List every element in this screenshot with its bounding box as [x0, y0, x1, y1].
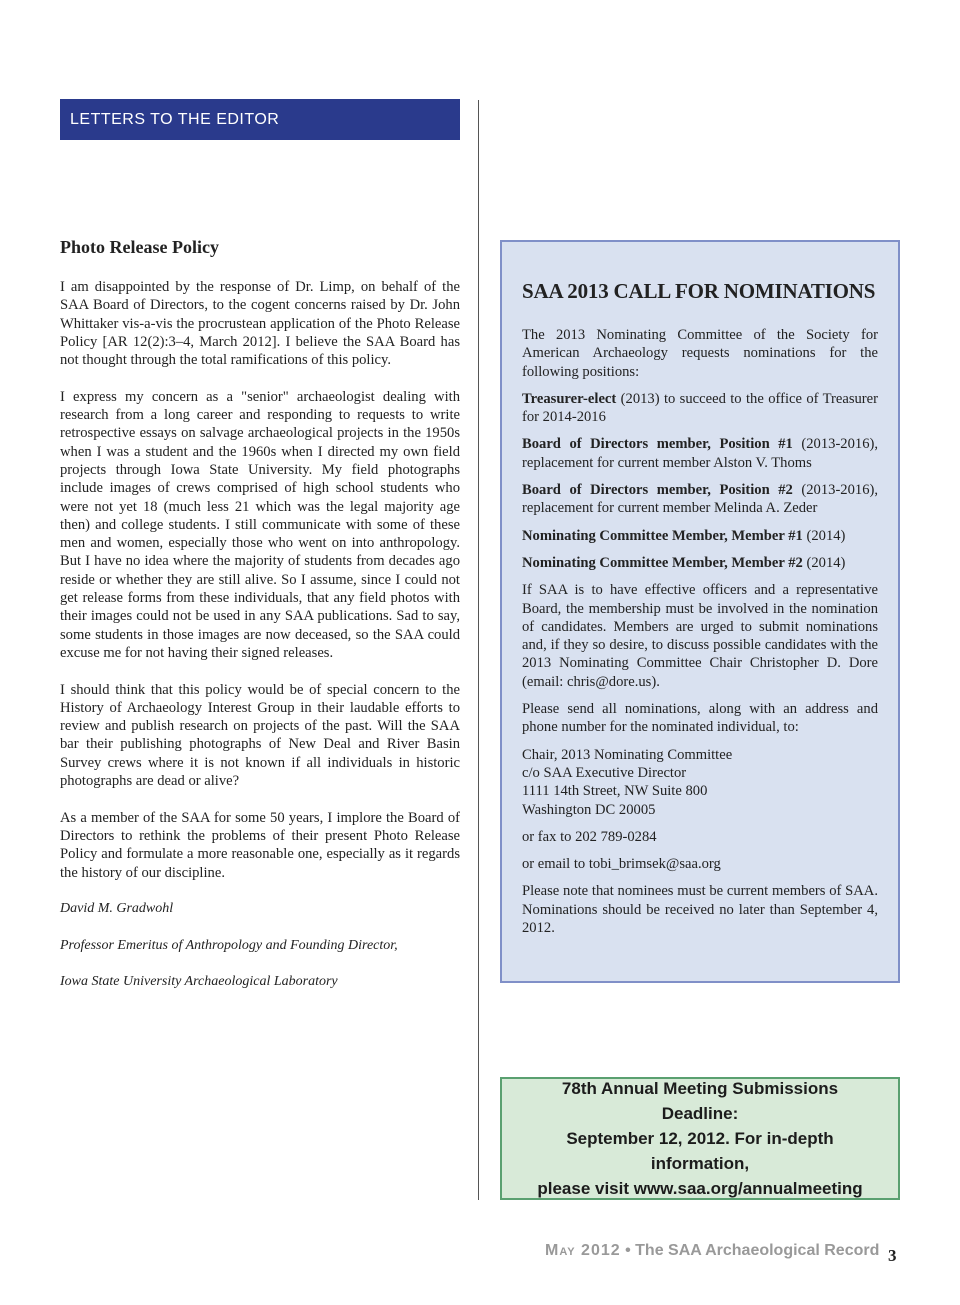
letter-paragraph: I express my concern as a "senior" archaeologist dealing with research from a long career and responding to requests to write retrospective essays on salvage archaeological projects in the 1950s when I was a student and the 1960s when I directed my own field projects through Iowa State University. My field photographs include images of crews comprised of high school students who were not yet 18 (much less 21 which was the legal majority age then) and college students. I still communicate with some of these men and women, especially those who went on into anthropology. But I have no idea where the majority of students from decades ago reside or whether they are still alive. So I assume, since I could not get release forms from these individuals, that any field photos with their images could not be used in any SAA publications. Sad to say, some students in those images are now deceased, so the SAA could excuse me for not having their signed releases. — [60, 388, 460, 661]
address-line: c/o SAA Executive Director — [522, 764, 687, 781]
position-name: Nominating Committee Member, Member #1 — [522, 527, 803, 544]
letter-title: Photo Release Policy — [60, 237, 219, 257]
position-item — [522, 527, 878, 545]
notice-line: please visit www.saa.org/annualmeeting — [537, 1179, 863, 1198]
mailing-address — [522, 746, 878, 819]
letter-paragraph: As a member of the SAA for some 50 years, I implore the Board of Directors to rethink the problems of their present Photo Release Policy and formulate a more reasonable one, especially as it regards the history of our discipline. — [60, 809, 460, 881]
position-detail: (2014) — [802, 554, 846, 571]
letter-column — [60, 235, 460, 1010]
position-name: Board of Directors member, Position #1 — [522, 436, 793, 453]
section-banner: LETTERS TO THE EDITOR — [60, 99, 460, 140]
address-line: 1111 14th Street, NW Suite 800 — [522, 783, 708, 800]
signature-affiliation: Iowa State University Archaeological Laboratory — [60, 974, 338, 990]
position-detail: (2013-2016), replacement for current member Melinda A. Zeder — [522, 482, 878, 517]
nominations-body: If SAA is to have effective officers and a representative Board, the membership must be involved in the nomination of candidates. Members are urged to submit nominations and, if they so desire, to discuss possible candidates with the 2013 Nominating Committee Chair Christopher D. Dore (email: chris@dore.us). — [522, 582, 878, 690]
nominations-note: Please note that nominees must be current members of SAA. Nominations should be received no later than September 4, 2012. — [522, 883, 878, 937]
footer-date: May 2012 — [545, 1242, 621, 1259]
address-line: Chair, 2013 Nominating Committee — [522, 746, 733, 763]
position-name: Nominating Committee Member, Member #2 — [522, 554, 803, 571]
nominations-intro: The 2013 Nominating Committee of the Society for American Archaeology requests nominations for the following positions: — [522, 327, 878, 380]
position-item — [522, 390, 878, 427]
fax-line: or fax to 202 789-0284 — [522, 828, 657, 845]
page-footer — [545, 1242, 879, 1260]
address-line: Washington DC 20005 — [522, 801, 656, 818]
footer-publication: The SAA Archaeological Record — [635, 1242, 880, 1259]
signature-title: Professor Emeritus of Anthropology and Founding Director, — [60, 937, 398, 953]
letter-paragraph: I should think that this policy would be of special concern to the History of Archaeology Interest Group in their laudable efforts to review and publish research on projects of the past. Will the SAA bar their publishing photographs of New Deal and River Basin Survey crews where it is not known if all individuals in historic photographs are dead or alive? — [60, 681, 460, 790]
position-name: Board of Directors member, Position #2 — [522, 482, 793, 499]
position-item — [522, 554, 878, 572]
annual-meeting-notice — [500, 1077, 900, 1200]
page-number: 3 — [888, 1246, 897, 1265]
position-item — [522, 481, 878, 518]
letter-paragraph: I am disappointed by the response of Dr. Limp, on behalf of the SAA Board of Directors, to the cogent concerns raised by Dr. John Whittaker vis-a-vis the procrustean application of the Photo Release Policy [AR 12(2):3–4, March 2012]. I believe the SAA Board has not thought through the total ramifications of this policy. — [60, 279, 460, 369]
email-line: or email to tobi_brimsek@saa.org — [522, 856, 721, 873]
send-instructions: Please send all nominations, along with an address and phone number for the nominated individual, to: — [522, 701, 878, 736]
position-item — [522, 435, 878, 472]
position-detail: (2013-2016), replacement for current member Alston V. Thoms — [522, 436, 878, 471]
footer-bullet: • — [625, 1242, 631, 1259]
nominations-box — [500, 240, 900, 983]
column-divider — [478, 100, 479, 1200]
signature-name: David M. Gradwohl — [60, 901, 174, 917]
notice-line: 78th Annual Meeting Submissions Deadline: — [561, 1079, 839, 1123]
notice-line: September 12, 2012. For in-depth information, — [566, 1129, 834, 1173]
position-name: Treasurer-elect — [522, 390, 617, 407]
position-detail: (2013) to succeed to the office of Treasurer for 2014-2016 — [522, 390, 878, 426]
nominations-heading: SAA 2013 CALL FOR NOMINATIONS — [522, 279, 876, 303]
position-detail: (2014) — [802, 527, 846, 544]
